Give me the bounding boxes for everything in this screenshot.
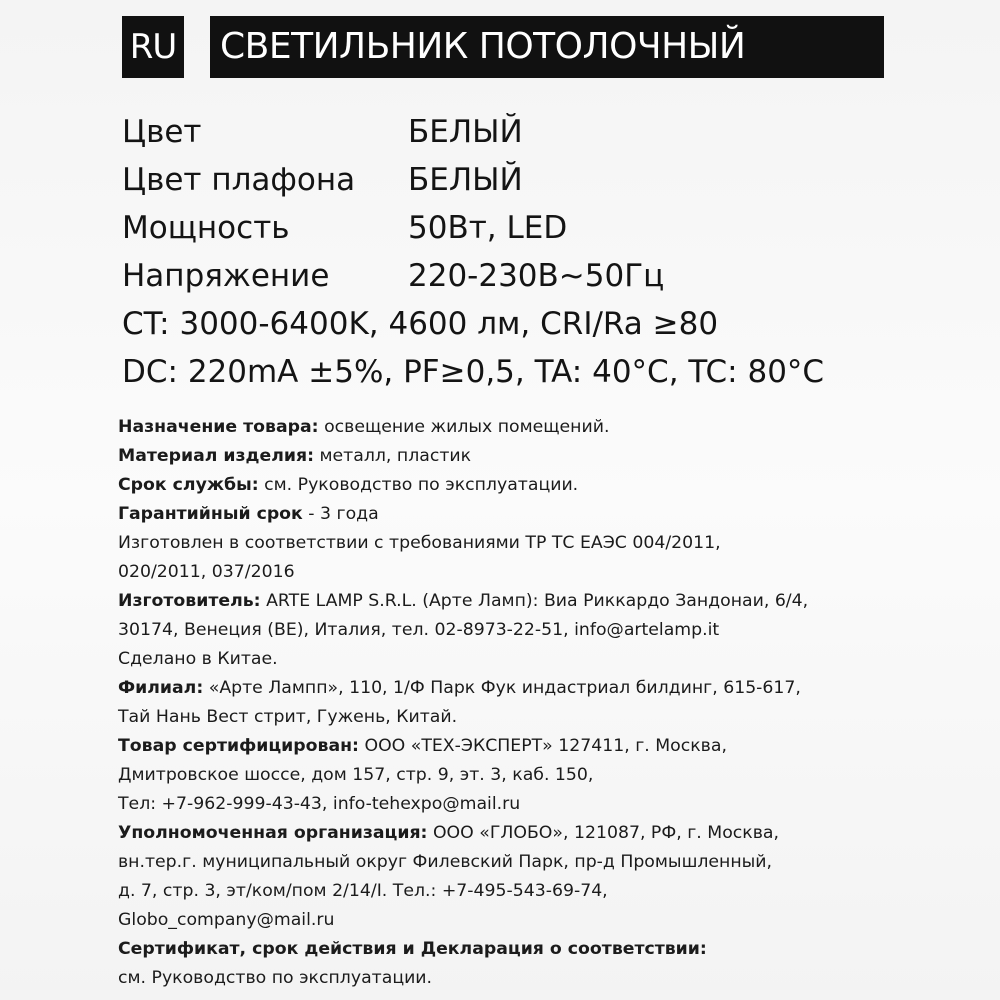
product-title: СВЕТИЛЬНИК ПОТОЛОЧНЫЙ	[210, 16, 884, 78]
product-info	[118, 413, 978, 993]
spec-value: БЕЛЫЙ	[408, 114, 523, 150]
spec-label: Мощность	[122, 210, 290, 246]
manufacturer-value: ARTE LAMP S.R.L. (Арте Ламп): Виа Риккардо Зандонаи, 6/4,	[260, 591, 809, 611]
authorized-org-email-line: Globo_company@mail.ru	[118, 910, 335, 930]
service-life-label: Срок службы:	[118, 475, 259, 495]
language-badge: RU	[122, 16, 184, 78]
certification-contact-line: Тел: +7-962-999-43-43, info-tehexpo@mail.ru	[118, 794, 521, 814]
certification-value: ООО «ТЕХ-ЭКСПЕРТ» 127411, г. Москва,	[358, 736, 727, 756]
technical-specs	[122, 300, 824, 396]
manufacturer-label: Изготовитель:	[118, 591, 261, 611]
service-life-value: см. Руководство по эксплуатации.	[258, 475, 579, 495]
tech-line-dc: DC: 220mA ±5%, PF≥0,5, TA: 40°C, TC: 80°C	[122, 354, 825, 390]
branch-label: Филиал:	[118, 678, 204, 698]
spec-label: Цвет плафона	[122, 162, 356, 198]
purpose-line	[118, 413, 978, 442]
manufacturer-line	[118, 587, 978, 616]
authorized-org-address-line-1: вн.тер.г. муниципальный округ Филевский Парк, пр-д Промышленный,	[118, 852, 773, 872]
material-line	[118, 442, 978, 471]
branch-line	[118, 674, 978, 703]
spec-label: Напряжение	[122, 258, 330, 294]
spec-label: Цвет	[122, 114, 202, 150]
spec-value: 220-230В~50Гц	[408, 258, 665, 294]
header	[122, 16, 884, 78]
warranty-label: Гарантийный срок	[118, 504, 303, 524]
authorized-org-line	[118, 819, 978, 848]
certification-label: Товар сертифицирован:	[118, 736, 359, 756]
service-life-line	[118, 471, 978, 500]
authorized-org-address-line-2: д. 7, стр. 3, эт/ком/пом 2/14/I. Тел.: +7-495-543-69-74,	[118, 881, 608, 901]
warranty-line	[118, 500, 978, 529]
material-label: Материал изделия:	[118, 446, 315, 466]
tech-line-ct: CT: 3000-6400K, 4600 лм, CRI/Ra ≥80	[122, 306, 719, 342]
declaration-line	[118, 935, 978, 964]
declaration-value-line: см. Руководство по эксплуатации.	[118, 968, 433, 988]
branch-value: «Арте Лампп», 110, 1/Ф Парк Фук индастриал билдинг, 615-617,	[203, 678, 801, 698]
purpose-label: Назначение товара:	[118, 417, 319, 437]
spec-value: 50Вт, LED	[408, 210, 568, 246]
purpose-value: освещение жилых помещений.	[318, 417, 610, 437]
authorized-org-label: Уполномоченная организация:	[118, 823, 428, 843]
certification-line	[118, 732, 978, 761]
authorized-org-value: ООО «ГЛОБО», 121087, РФ, г. Москва,	[427, 823, 779, 843]
manufacturer-address-line: 30174, Венеция (ВЕ), Италия, тел. 02-8973-22-51, info@artelamp.it	[118, 620, 720, 640]
compliance-line-1: Изготовлен в соответствии с требованиями ТР ТС ЕАЭС 004/2011,	[118, 533, 721, 553]
certification-address-line: Дмитровское шоссе, дом 157, стр. 9, эт. 3, каб. 150,	[118, 765, 594, 785]
spec-value: БЕЛЫЙ	[408, 162, 523, 198]
branch-address-line: Тай Нань Вест стрит, Гужень, Китай.	[118, 707, 458, 727]
declaration-label: Сертификат, срок действия и Декларация о соответствии:	[118, 939, 707, 959]
made-in-line: Сделано в Китае.	[118, 649, 278, 669]
compliance-line-2: 020/2011, 037/2016	[118, 562, 295, 582]
warranty-value: - 3 года	[302, 504, 379, 524]
material-value: металл, пластик	[314, 446, 472, 466]
